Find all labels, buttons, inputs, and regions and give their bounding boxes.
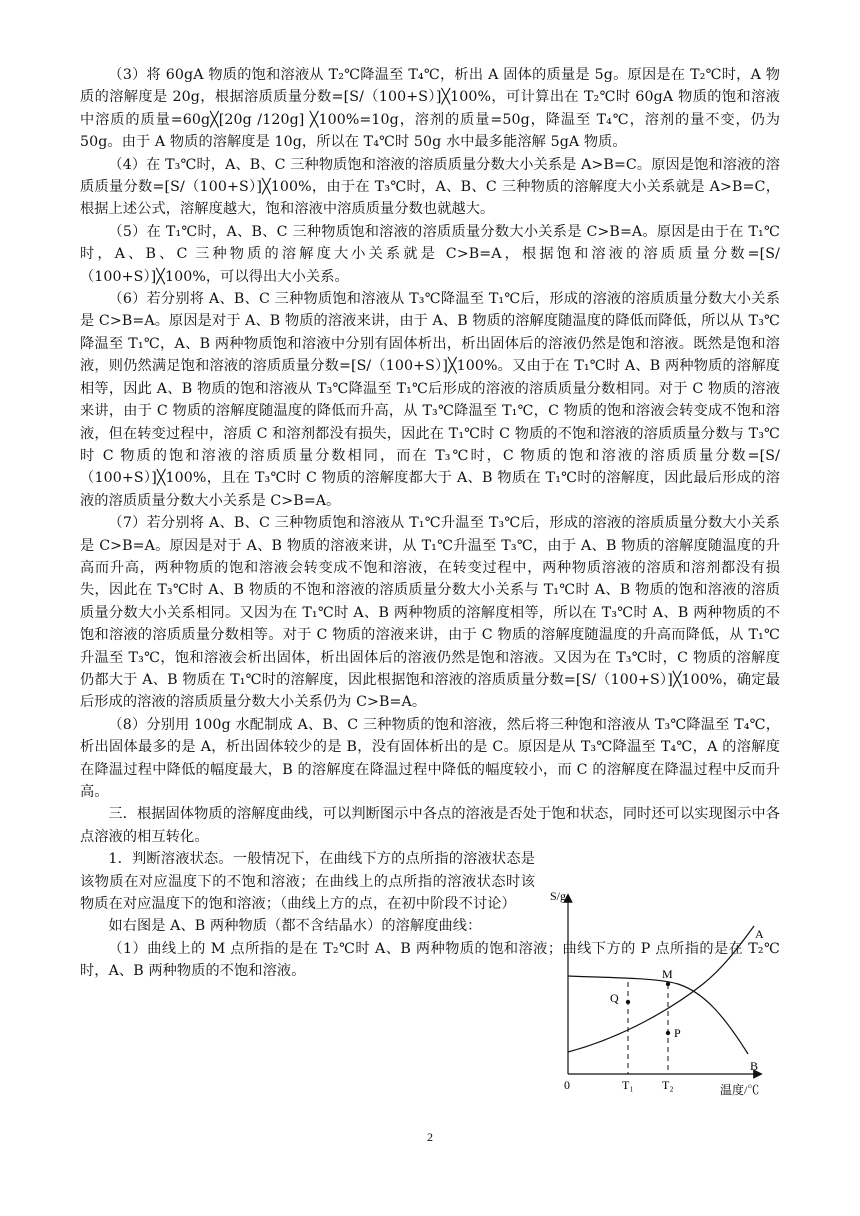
point-q-label: Q <box>610 991 619 1005</box>
document-body <box>80 64 780 983</box>
paragraph-6: （6）若分别将 A、B、C 三种物质饱和溶液从 T₃℃降温至 T₁℃后，形成的溶液的溶质质量分数大小关系是 C>B=A。原因是对于 A、B 物质的溶液来讲，由于 A、B 物质的溶解度随温度的降低而降低，所以从 T₃℃降温至 T₁℃，A、B 两种物质饱和溶液中分别有固体析出，析出固体后的溶液仍然是饱和溶液。既然是饱和溶液，则仍然满足饱和溶液的溶质质量分数=[S/（100+S）]╳100%。又由于在 T₁℃时 A、B 两种物质的溶解度相等，因此 A、B 物质的饱和溶液从 T₃℃降温至 T₁℃后形成的溶液的溶质质量分数相同。对于 C 物质的溶液来讲，由于 C 物质的溶解度随温度的降低而升高，从 T₃℃降温至 T₁℃，C 物质的饱和溶液会转变成不饱和溶液，但在转变过程中，溶质 C 和溶剂都没有损失，因此在 T₁℃时 C 物质的不饱和溶液的溶质质量分数与 T₃℃时 C 物质的饱和溶液的溶质质量分数相同，而在 T₃℃时，C 物质的饱和溶液的溶质质量分数=[S/（100+S）]╳100%，且在 T₃℃时 C 物质的溶解度都大于 A、B 物质在 T₁℃时的溶解度，因此最后形成的溶液的溶质质量分数大小关系是 C>B=A。 <box>80 291 780 509</box>
final-paragraph: （1）曲线上的 M 点所指的是在 T₂℃时 A、B 两种物质的饱和溶液；曲线下方的 P 点所指的是在 T₂℃时，A、B 两种物质的不饱和溶液。 <box>80 940 780 980</box>
point-q-dot <box>626 1000 630 1004</box>
paragraph-4: （4）在 T₃℃时，A、B、C 三种物质饱和溶液的溶质质量分数大小关系是 A>B=C。原因是饱和溶液的溶质质量分数=[S/（100+S）]╳100%，由于在 T₃℃时，A、B、C 三种物质的溶解度大小关系就是 A>B=C，根据上述公式，溶解度越大，饱和溶液中溶质质量分数也就越大。 <box>80 156 780 218</box>
point-m-dot <box>666 982 670 986</box>
page-number: 2 <box>427 1130 433 1144</box>
tick-t2: T₂ <box>662 1078 674 1092</box>
judge-state-paragraph: 1．判断溶液状态。一般情况下，在曲线下方的点所指的溶液状态是该物质在对应温度下的不饱和溶液；在曲线上的点所指的溶液状态时该物质在对应温度下的饱和溶液；（曲线上方的点，在初中阶段不讨论） <box>80 851 535 913</box>
solubility-curve-svg <box>548 886 778 1096</box>
curve-a <box>568 926 754 1052</box>
x-axis-label: 温度/℃ <box>720 1083 760 1096</box>
curve-b-label: B <box>750 1059 759 1073</box>
paragraph-7: （7）若分别将 A、B、C 三种物质饱和溶液从 T₁℃升温至 T₃℃后，形成的溶液的溶质质量分数大小关系是 C>B=A。原因是对于 A、B 物质的溶液来讲，从 T₁℃升温至 T₃℃，由于 A、B 物质的溶解度随温度的升高而升高，两种物质的饱和溶液会转变成不饱和溶液，在转变过程中，两种物质溶液的溶质和溶剂都没有损失，因此在 T₃℃时 A、B 物质的不饱和溶液的溶质质量分数大小关系与 T₁℃时 A、B 物质的饱和溶液的溶质质量分数大小关系相同。又因为在 T₁℃时 A、B 两种物质的溶解度相等，所以在 T₃℃时 A、B 两种物质的不饱和溶液的溶质质量分数相等。对于 C 物质的溶液来讲，由于 C 物质的溶解度随温度的升高而降低，从 T₁℃升温至 T₃℃，饱和溶液会析出固体，析出固体后的溶液仍然是饱和溶液。又因为在 T₃℃时，C 物质的溶解度仍都大于 A、B 物质在 T₁℃时的溶解度，因此根据饱和溶液的溶质质量分数=[S/（100+S）]╳100%，确定最后形成的溶液的溶质质量分数大小关系仍为 C>B=A。 <box>80 515 780 711</box>
point-p-dot <box>666 1031 670 1035</box>
point-p-label: P <box>674 1026 681 1040</box>
paragraph-5: （5）在 T₁℃时，A、B、C 三种物质饱和溶液的溶质质量分数大小关系是 C>B=A。原因是由于在 T₁℃时，A、B、C 三种物质的溶解度大小关系就是 C>B=A，根据饱和溶液的溶质质量分数=[S/（100+S）]╳100%，可以得出大小关系。 <box>80 223 780 285</box>
curve-a-label: A <box>755 927 764 941</box>
section-three-heading: 三．根据固体物质的溶解度曲线，可以判断图示中各点的溶液是否处于饱和状态，同时还可以实现图示中各点溶液的相互转化。 <box>80 806 780 845</box>
figure-intro-paragraph: 如右图是 A、B 两种物质（都不含结晶水）的溶解度曲线： <box>108 918 482 935</box>
y-axis-label: S/g <box>550 889 567 903</box>
paragraph-3: （3）将 60gA 物质的饱和溶液从 T₂℃降温至 T₄℃，析出 A 固体的质量是 5g。原因是在 T₂℃时，A 物质的溶解度是 20g，根据溶质质量分数=[S/（100+S）]╳100%，可计算出在 T₂℃时 60gA 物质的饱和溶液中溶质的质量=60g╳[20g /120g] ╳100%=10g，溶剂的质量=50g，降温至 T₄℃，溶剂的量不变，仍为 50g。由于 A 物质的溶解度是 10g，所以在 T₄℃时 50g 水中最多能溶解 5gA 物质。 <box>80 67 780 151</box>
point-m-label: M <box>662 967 673 981</box>
solubility-curve-figure <box>548 886 778 1096</box>
tick-t1: T₁ <box>622 1078 634 1092</box>
paragraph-8: （8）分别用 100g 水配制成 A、B、C 三种物质的饱和溶液，然后将三种饱和溶液从 T₃℃降温至 T₄℃，析出固体最多的是 A，析出固体较少的是 B，没有固体析出的是 C。原因是从 T₃℃降温至 T₄℃，A 的溶解度在降温过程中降低的幅度最大，B 的溶解度在降温过程中降低的幅度较小，而 C 的溶解度在降温过程中反而升高。 <box>80 716 780 800</box>
origin-label: 0 <box>564 1078 570 1092</box>
curve-b <box>568 976 748 1054</box>
